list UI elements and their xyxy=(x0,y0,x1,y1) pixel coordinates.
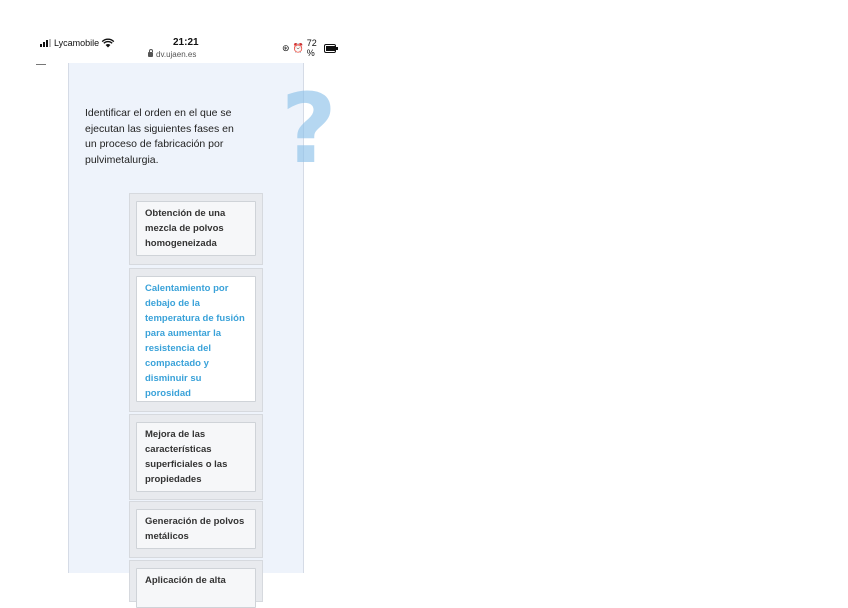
sortable-slot xyxy=(129,414,263,500)
battery-text: 72 % xyxy=(306,38,317,58)
sortable-slot xyxy=(129,193,263,265)
sortable-item[interactable]: Obtención de una mezcla de polvos homogeneizada xyxy=(136,201,256,256)
question-panel xyxy=(68,63,337,586)
sortable-slot xyxy=(129,560,263,602)
phone-screen xyxy=(36,33,337,586)
sortable-item[interactable]: Mejora de las características superficiales o las propiedades xyxy=(136,422,256,492)
sortable-item-selected[interactable]: Calentamiento por debajo de la temperatura de fusión para aumentar la resistencia del compactado y disminuir su porosidad xyxy=(136,276,256,402)
signal-icon xyxy=(40,39,51,47)
alarm-icon: ⏰ xyxy=(292,42,304,53)
sortable-slot xyxy=(129,268,263,412)
question-text: Identificar el orden en el que se ejecutan las siguientes fases en un proceso de fabricación por pulvimetalurgia. xyxy=(85,107,234,166)
carrier-group xyxy=(40,38,114,48)
lock-icon xyxy=(148,52,153,57)
sortable-slot xyxy=(129,501,263,558)
status-right xyxy=(282,38,336,58)
url-text: dv.ujaen.es xyxy=(156,50,197,59)
question-mark-icon: ? xyxy=(281,73,337,185)
sortable-item[interactable]: Aplicación de alta xyxy=(136,568,256,608)
tab-indicator xyxy=(36,64,46,65)
address-bar[interactable] xyxy=(148,50,196,59)
clock: 21:21 xyxy=(173,37,199,48)
carrier-name: Lycamobile xyxy=(54,38,100,48)
sortable-item[interactable]: Generación de polvos metálicos xyxy=(136,509,256,549)
wifi-icon xyxy=(102,39,114,48)
status-bar xyxy=(36,33,334,63)
orientation-lock-icon: ⊛ xyxy=(282,42,290,53)
battery-icon xyxy=(324,44,336,53)
